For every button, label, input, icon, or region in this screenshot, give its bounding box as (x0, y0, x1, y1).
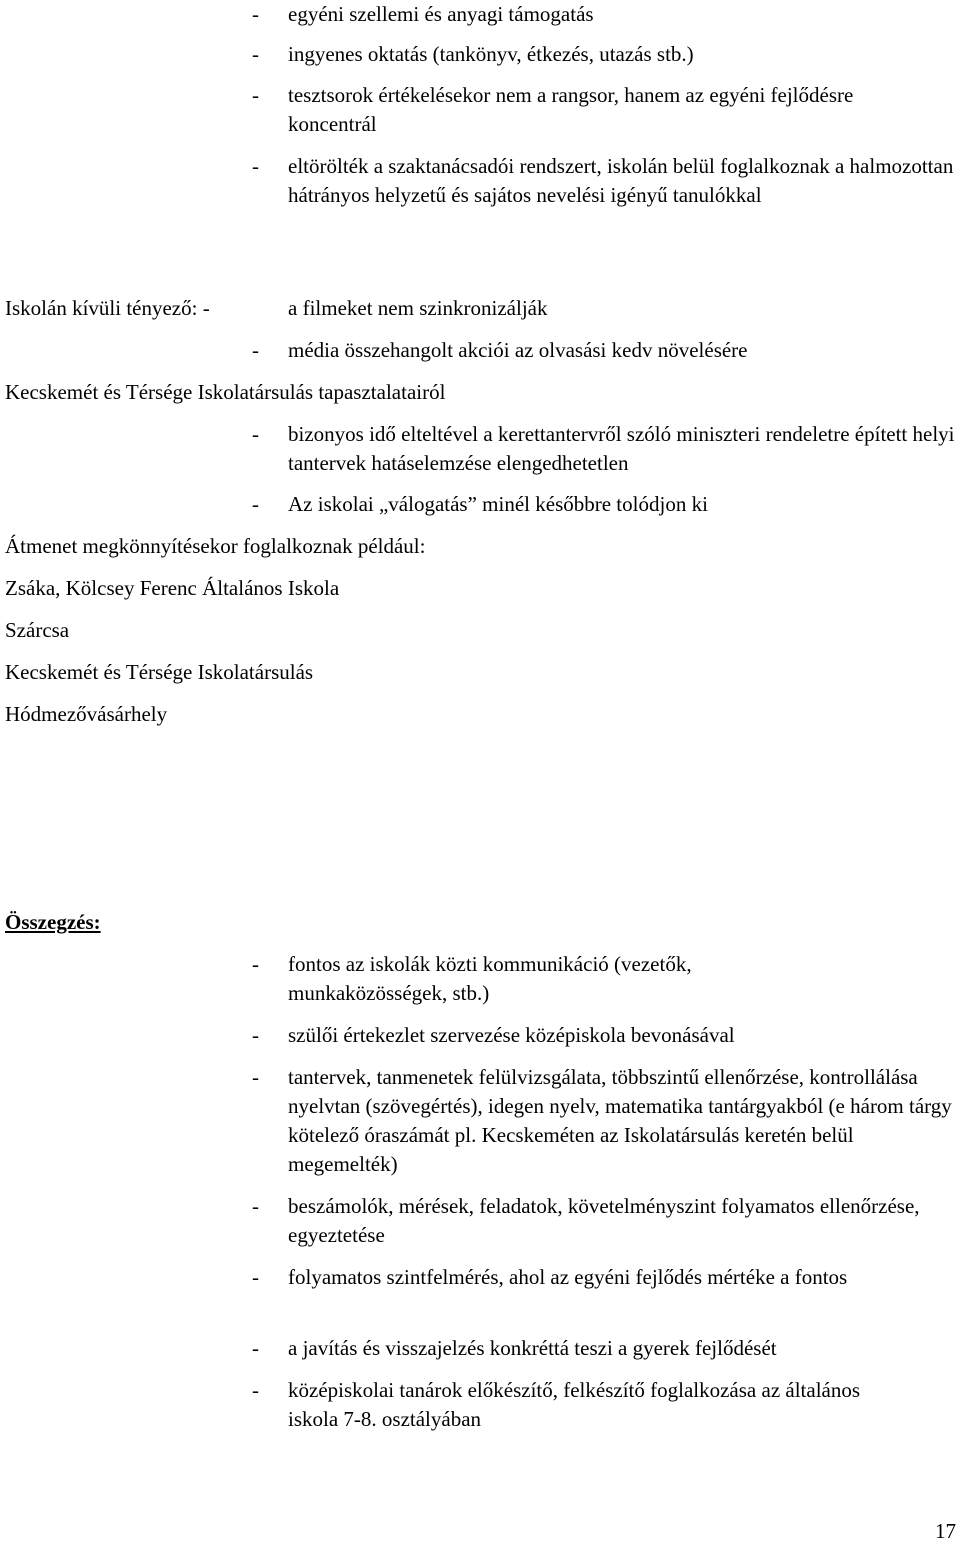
list-item (252, 40, 957, 69)
list-item-text: szülői értekezlet szervezése középiskola bevonásával (288, 1023, 735, 1047)
list-item (252, 1063, 957, 1179)
list-item (252, 950, 957, 1008)
list-item-text: a javítás és visszajelzés konkréttá teszi a gyerek fejlődését (288, 1336, 777, 1360)
bullet-dash: - (252, 338, 259, 362)
bullet-dash: - (252, 952, 259, 976)
summary-heading: Összegzés: (5, 910, 101, 934)
list-item (252, 420, 957, 478)
list-item-text: tantervek, tanmenetek felülvizsgálata, többszintű ellenőrzése, kontrollálása nyelvtan (szövegértés), idegen nyelv, matematika tantárgyakból (e három tárgy kötelező óraszámát pl. Kecskeméten az Iskolatársulás keretén belül megemelték) (288, 1065, 952, 1176)
list-item-text: média összehangolt akciói az olvasási kedv növelésére (288, 338, 748, 362)
school-item: Zsáka, Kölcsey Ferenc Általános Iskola (5, 576, 340, 600)
bullet-dash: - (252, 422, 259, 446)
list-item-text: folyamatos szintfelmérés, ahol az egyéni fejlődés mértéke a fontos (288, 1265, 848, 1289)
list-item-text: Az iskolai „válogatás” minél későbbre tolódjon ki (288, 492, 708, 516)
list-item-text: eltörölték a szaktanácsadói rendszert, iskolán belül foglalkoznak a halmozottan hátrányos helyzetű és sajátos nevelési igényű tanulókkal (288, 154, 954, 207)
page-number: 17 (935, 1519, 956, 1543)
list-item (252, 1376, 957, 1434)
bullet-dash: - (252, 1336, 259, 1360)
list-item (252, 1021, 957, 1050)
list-item (252, 336, 957, 365)
bullet-dash: - (252, 1023, 259, 1047)
list-item (252, 1192, 957, 1250)
list-item (252, 0, 957, 29)
list-item-text: középiskolai tanárok előkészítő, felkészítő foglalkozása az általános iskola 7-8. osztályában (288, 1378, 861, 1431)
list-item-text: bizonyos idő elteltével a kerettantervről szóló miniszteri rendeletre épített helyi tantervek hatáselemzése elengedhetetlen (288, 422, 955, 475)
list-item-text: ingyenes oktatás (tankönyv, étkezés, utazás stb.) (288, 42, 694, 66)
list-item-text: tesztsorok értékelésekor nem a rangsor, hanem az egyéni fejlődésre koncentrál (288, 83, 854, 136)
list-item (252, 1334, 957, 1363)
bullet-dash: - (252, 492, 259, 516)
external-factor-label: Iskolán kívüli tényező: - (5, 296, 210, 320)
list-item (252, 1263, 957, 1292)
bullet-dash: - (252, 1378, 259, 1402)
list-item-text: fontos az iskolák közti kommunikáció (vezetők, munkaközösségek, stb.) (288, 952, 692, 1005)
bullet-dash: - (252, 83, 259, 107)
bullet-dash: - (252, 1265, 259, 1289)
external-factor-item: a filmeket nem szinkronizálják (288, 296, 548, 320)
bullet-dash: - (252, 1194, 259, 1218)
kecskemet-heading: Kecskemét és Térsége Iskolatársulás tapasztalatairól (5, 380, 446, 404)
list-item (252, 490, 957, 519)
transition-heading: Átmenet megkönnyítésekor foglalkoznak például: (5, 534, 426, 558)
school-item: Hódmezővásárhely (5, 702, 168, 726)
list-item-text: beszámolók, mérések, feladatok, követelményszint folyamatos ellenőrzése, egyeztetése (288, 1194, 920, 1247)
school-item: Szárcsa (5, 618, 70, 642)
bullet-dash: - (252, 2, 259, 26)
list-item-text: egyéni szellemi és anyagi támogatás (288, 2, 594, 26)
list-item (252, 152, 957, 210)
bullet-dash: - (252, 154, 259, 178)
list-item (252, 81, 957, 139)
bullet-dash: - (252, 1065, 259, 1089)
bullet-dash: - (252, 42, 259, 66)
school-item: Kecskemét és Térsége Iskolatársulás (5, 660, 314, 684)
